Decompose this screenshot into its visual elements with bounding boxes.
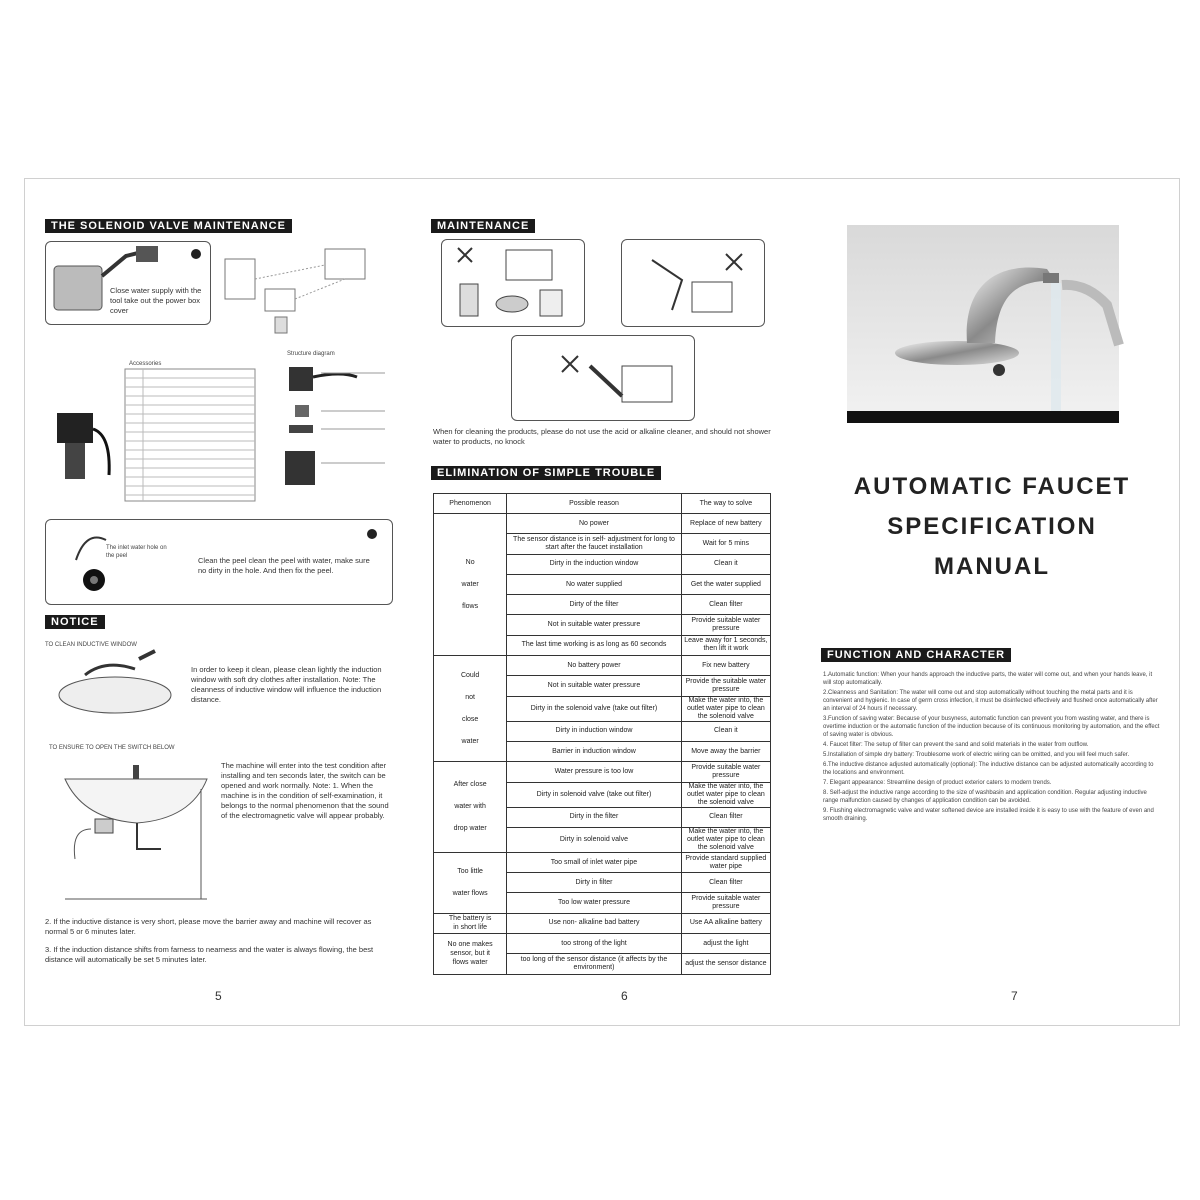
- phenomenon-line: close: [461, 715, 479, 723]
- note-3: 3. If the induction distance shifts from farness to nearness and the water is always flowing, the best distance will automatically be set 5 minutes later.: [45, 945, 374, 964]
- column-header-phenomenon: Phenomenon: [434, 494, 507, 514]
- solution-cell: Provide suitable water pressure: [681, 615, 770, 635]
- ensure-text: The machine will enter into the test condition after installing and ten seconds later, the switch can be opened and work normally. Note: 1. When the machine is in the condition of self-examination, it belongs to the normal phenomenon that the sound of the electromagnetic valve will appear probably.: [221, 761, 389, 820]
- table-row: [434, 913, 771, 933]
- function-item: 6.The inductive distance adjusted automatically (optional): The inductive distance can be adjusted automatically according to the locations and environment.: [823, 762, 1154, 776]
- phenomenon-line: water with: [454, 803, 486, 811]
- reason-cell: Use non- alkaline bad battery: [507, 913, 681, 933]
- no-knock-illustration: [512, 336, 694, 420]
- reason-cell: Dirty in induction window: [507, 721, 681, 741]
- solenoid-valve-photo: [49, 405, 115, 497]
- reason-cell: Dirty in the induction window: [507, 554, 681, 574]
- solution-cell: Make the water into, the outlet water pipe to clean the solenoid valve: [681, 782, 770, 807]
- solution-cell: Make the water into, the outlet water pipe to clean the solenoid valve: [681, 696, 770, 721]
- reason-cell: Barrier in induction window: [507, 741, 681, 761]
- page-number-6: 6: [621, 989, 628, 1003]
- function-item: 8. Self-adjust the inductive range according to the size of washbasin and application condition. Regular adjusting inductive range malfunction caused by changes of application condition can be avoided.: [823, 790, 1147, 804]
- phenomenon-line: not: [465, 693, 475, 701]
- solution-cell: Provide suitable water pressure: [681, 762, 770, 782]
- phenomenon-line: Too little: [457, 867, 483, 875]
- reason-cell: No water supplied: [507, 574, 681, 594]
- structure-label: Structure diagram: [287, 351, 335, 357]
- ensure-label: TO ENSURE TO OPEN THE SWITCH BELOW: [49, 745, 175, 751]
- page-6: [415, 179, 791, 1025]
- phenomenon-line: flows water: [452, 959, 488, 967]
- page-7: [805, 179, 1179, 1025]
- solution-cell: Make the water into, the outlet water pipe to clean the solenoid valve: [681, 827, 770, 852]
- reason-cell: Water pressure is too low: [507, 762, 681, 782]
- solution-cell: Fix new battery: [681, 656, 770, 676]
- accessories-label: Accessories: [129, 361, 162, 367]
- function-item: 5.Installation of simple dry battery: Troublesome work of electric wiring can be omitted, and you will feel much safer.: [823, 752, 1130, 758]
- phenomenon-line: No one makes: [447, 941, 493, 949]
- no-shower-illustration: [622, 240, 764, 326]
- exploded-diagram: [215, 239, 395, 335]
- reason-cell: Not in suitable water pressure: [507, 676, 681, 696]
- clean-window-label: TO CLEAN INDUCTIVE WINDOW: [45, 642, 137, 648]
- table-row: [434, 934, 771, 954]
- solution-cell: Use AA alkaline battery: [681, 913, 770, 933]
- reason-cell: Dirty in the solenoid valve (take out filter): [507, 696, 681, 721]
- reason-cell: Dirty in solenoid valve (take out filter): [507, 782, 681, 807]
- basin-cleaning-illustration: [55, 655, 185, 725]
- solution-cell: Get the water supplied: [681, 574, 770, 594]
- phenomenon-line: drop water: [453, 825, 487, 833]
- maintenance-box-knock: [511, 335, 695, 421]
- reason-cell: too long of the sensor distance (it affects by the environment): [507, 954, 681, 974]
- reason-cell: Too low water pressure: [507, 893, 681, 913]
- header-solenoid-valve: THE SOLENOID VALVE MAINTENANCE: [45, 219, 292, 233]
- reason-cell: The last time working is as long as 60 seconds: [507, 635, 681, 655]
- no-chemicals-illustration: [442, 240, 584, 326]
- solution-cell: Provide standard supplied water pipe: [681, 852, 770, 872]
- function-list: [823, 671, 1161, 825]
- faucet-photo: [847, 225, 1119, 423]
- title-line-2: SPECIFICATION: [887, 513, 1097, 540]
- phenomenon-line: After close: [453, 781, 487, 789]
- column-header-solution: The way to solve: [681, 494, 770, 514]
- function-item: 7. Elegant appearance: Streamline design of product exterior caters to modern trends.: [823, 780, 1052, 786]
- clean-window-text: In order to keep it clean, please clean lightly the induction window with soft dry clothes after installation. Note: The cleanness of inductive window will influence the induction distance.: [191, 665, 382, 704]
- page-number-7: 7: [1011, 989, 1018, 1003]
- function-item: 4. Faucet filter: The setup of filter can prevent the sand and solid materials in the water from outflow.: [823, 742, 1089, 748]
- solution-cell: Clean it: [681, 554, 770, 574]
- page-5: [25, 179, 401, 1025]
- reason-cell: The sensor distance is in self- adjustment for long to start after the faucet installation: [507, 534, 681, 554]
- accessories-table: [125, 369, 255, 503]
- table-row: [434, 656, 771, 676]
- phenomenon-line: Could: [460, 671, 480, 679]
- reason-cell: too strong of the light: [507, 934, 681, 954]
- solution-cell: Provide suitable water pressure: [681, 893, 770, 913]
- phenomenon-cell: [434, 852, 507, 913]
- note-2: 2. If the inductive distance is very short, please move the barrier away and machine will recover as normal 5 or 6 minutes later.: [45, 917, 372, 936]
- header-maintenance: MAINTENANCE: [431, 219, 535, 233]
- solution-cell: adjust the light: [681, 934, 770, 954]
- reason-cell: No battery power: [507, 656, 681, 676]
- step2-box: [45, 519, 393, 605]
- phenomenon-line: The battery is: [448, 915, 492, 923]
- phenomenon-line: water flows: [452, 889, 488, 897]
- phenomenon-cell: [434, 514, 507, 656]
- solution-cell: Clean it: [681, 721, 770, 741]
- reason-cell: Not in suitable water pressure: [507, 615, 681, 635]
- reason-cell: No power: [507, 514, 681, 534]
- solution-cell: adjust the sensor distance: [681, 954, 770, 974]
- function-item: 1.Automatic function: When your hands approach the inductive parts, the water will come out, and when your hands leave, it will stop automatically.: [823, 672, 1153, 686]
- function-item: 2.Cleanness and Sanitation: The water will come out and stop automatically without touching the metal parts and it is convenient and hygienic. In case of germ cross infection, it must be disinfected effectively and flushed once automatically after an interval of 24 hours if necessary.: [823, 690, 1158, 712]
- phenomenon-cell: [434, 656, 507, 762]
- phenomenon-cell: [434, 762, 507, 853]
- function-item: 3.Function of saving water: Because of your busyness, automatic function can prevent you from wasting water, and there is overtime induction or the automatic function of the induction because of its continuous monitoring by automation, and the effect of saving water is obvious.: [823, 716, 1160, 738]
- table-row: [434, 852, 771, 872]
- header-trouble: ELIMINATION OF SIMPLE TROUBLE: [431, 466, 661, 480]
- phenomenon-line: sensor, but it: [450, 950, 490, 958]
- phenomenon-line: water: [461, 737, 479, 745]
- step2-text-b: Clean the peel clean the peel with water, make sure no dirty in the hole. And then fix the peel.: [198, 556, 370, 575]
- under-sink-illustration: [61, 759, 211, 905]
- reason-cell: Dirty in solenoid valve: [507, 827, 681, 852]
- phenomenon-line: water: [461, 580, 479, 588]
- phenomenon-cell: [434, 934, 507, 975]
- step1-text: Close water supply with the tool take out the power box cover: [110, 286, 202, 315]
- function-item: 9. Flushing electromagnetic valve and water softened device are installed inside it is easy to use with the feature of even and smooth draining.: [823, 808, 1154, 822]
- solution-cell: Clean filter: [681, 595, 770, 615]
- table-row: [434, 762, 771, 782]
- maintenance-box-shower: [621, 239, 765, 327]
- solution-cell: Provide the suitable water pressure: [681, 676, 770, 696]
- solution-cell: Clean filter: [681, 807, 770, 827]
- manual-spread: [24, 178, 1180, 1026]
- step2-text-a: The inlet water hole on the peel: [106, 545, 167, 559]
- solution-cell: Leave away for 1 seconds, then lift it work: [681, 635, 770, 655]
- maintenance-box-chemicals: [441, 239, 585, 327]
- reason-cell: Dirty in filter: [507, 873, 681, 893]
- header-notice: NOTICE: [45, 615, 105, 629]
- reason-cell: Dirty in the filter: [507, 807, 681, 827]
- solution-cell: Clean filter: [681, 873, 770, 893]
- trouble-table: [433, 493, 771, 975]
- phenomenon-line: No: [465, 558, 475, 566]
- solution-cell: Move away the barrier: [681, 741, 770, 761]
- maintenance-text: When for cleaning the products, please do not use the acid or alkaline cleaner, and should not shower water to products, no knock: [433, 427, 771, 446]
- structure-diagram: [261, 363, 391, 503]
- title-line-1: AUTOMATIC FAUCET: [853, 473, 1131, 500]
- phenomenon-line: flows: [462, 602, 479, 610]
- reason-cell: Too small of inlet water pipe: [507, 852, 681, 872]
- title-line-3: MANUAL: [934, 553, 1050, 580]
- solution-cell: Replace of new battery: [681, 514, 770, 534]
- reason-cell: Dirty of the filter: [507, 595, 681, 615]
- solution-cell: Wait for 5 mins: [681, 534, 770, 554]
- phenomenon-line: in short life: [453, 924, 488, 932]
- step1-box: [45, 241, 211, 325]
- table-row: [434, 514, 771, 534]
- phenomenon-cell: [434, 913, 507, 933]
- column-header-reason: Possible reason: [507, 494, 681, 514]
- page-number-5: 5: [215, 989, 222, 1003]
- manual-title: [825, 467, 1159, 587]
- header-function: FUNCTION AND CHARACTER: [821, 648, 1011, 662]
